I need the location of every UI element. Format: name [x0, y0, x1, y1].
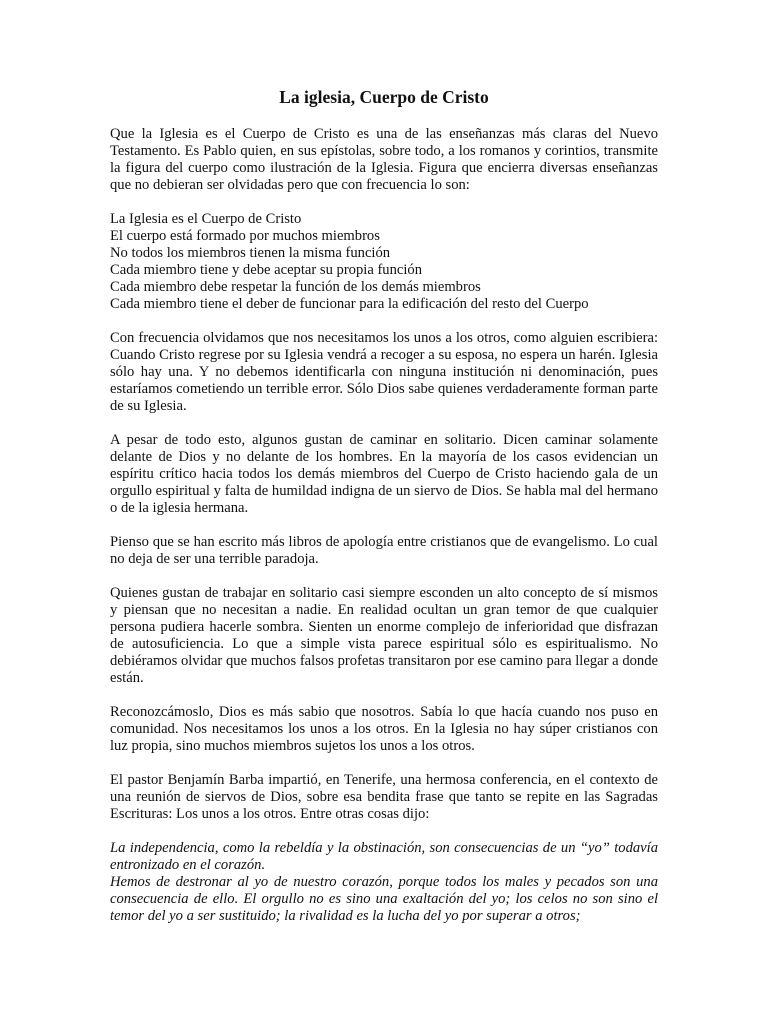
body-paragraph: Pienso que se han escrito más libros de apología entre cristianos que de evangelismo. Lo cual no deja de ser una terrible paradoja. [110, 534, 658, 567]
document-title: La iglesia, Cuerpo de Cristo [279, 87, 489, 107]
body-paragraph: Reconozcámoslo, Dios es más sabio que nosotros. Sabía lo que hacía cuando nos puso en comunidad. Nos necesitamos los unos a los otros. En la Iglesia no hay súper cristianos con luz propia, sino muchos miembros sujetos los unos a los otros. [110, 704, 658, 754]
list-item: Cada miembro debe respetar la función de los demás miembros [110, 279, 481, 295]
quote-block [110, 840, 658, 925]
teaching-list [110, 211, 658, 313]
body-paragraph: A pesar de todo esto, algunos gustan de caminar en solitario. Dicen caminar solamente delante de Dios y no delante de los hombres. En la mayoría de los casos evidencian un espíritu crítico hacia todos los demás miembros del Cuerpo de Cristo haciendo gala de un orgullo espiritual y falta de humildad indigna de un siervo de Dios. Se habla mal del hermano o de la iglesia hermana. [110, 432, 658, 516]
list-item: El cuerpo está formado por muchos miembros [110, 228, 380, 244]
quote-line: Hemos de destronar al yo de nuestro corazón, porque todos los males y pecados son una consecuencia de ello. El orgullo no es sino una exaltación del yo; los celos no son sino el temor del yo a ser sustituido; la rivalidad es la lucha del yo por superar a otros; [110, 874, 658, 924]
body-paragraph: Con frecuencia olvidamos que nos necesitamos los unos a los otros, como alguien escribiera: Cuando Cristo regrese por su Iglesia vendrá a recoger a su esposa, no espera un harén. Iglesia sólo hay una. Y no debemos identificarla con ninguna institución ni denominación, pues estaríamos cometiendo un terrible error. Sólo Dios sabe quienes verdaderamente forman parte de su Iglesia. [110, 330, 658, 414]
body-paragraph: El pastor Benjamín Barba impartió, en Tenerife, una hermosa conferencia, en el contexto de una reunión de siervos de Dios, sobre esa bendita frase que tanto se repite en las Sagradas Escrituras: Los unos a los otros. Entre otras cosas dijo: [110, 772, 658, 822]
document-page [110, 86, 658, 925]
list-item: La Iglesia es el Cuerpo de Cristo [110, 211, 302, 227]
body-paragraph: Quienes gustan de trabajar en solitario casi siempre esconden un alto concepto de sí mismos y piensan que no necesitan a nadie. En realidad ocultan un gran temor de que cualquier persona pudiera hacerle sombra. Sienten un enorme complejo de inferioridad que disfrazan de autosuficiencia. Lo que a simple vista parece espiritual sólo es espiritualismo. No debiéramos olvidar que muchos falsos profetas transitaron por ese camino para llegar a donde están. [110, 585, 658, 686]
list-item: Cada miembro tiene y debe aceptar su propia función [110, 262, 423, 278]
list-item: Cada miembro tiene el deber de funcionar para la edificación del resto del Cuerpo [110, 296, 589, 312]
list-item: No todos los miembros tienen la misma función [110, 245, 391, 261]
quote-line: La independencia, como la rebeldía y la obstinación, son consecuencias de un “yo” todavía entronizado en el corazón. [110, 840, 658, 873]
intro-paragraph: Que la Iglesia es el Cuerpo de Cristo es una de las enseñanzas más claras del Nuevo Testamento. Es Pablo quien, en sus epístolas, sobre todo, a los romanos y corintios, transmite la figura del cuerpo como ilustración de la Iglesia. Figura que encierra diversas enseñanzas que no debieran ser olvidadas pero que con frecuencia lo son: [110, 126, 658, 193]
